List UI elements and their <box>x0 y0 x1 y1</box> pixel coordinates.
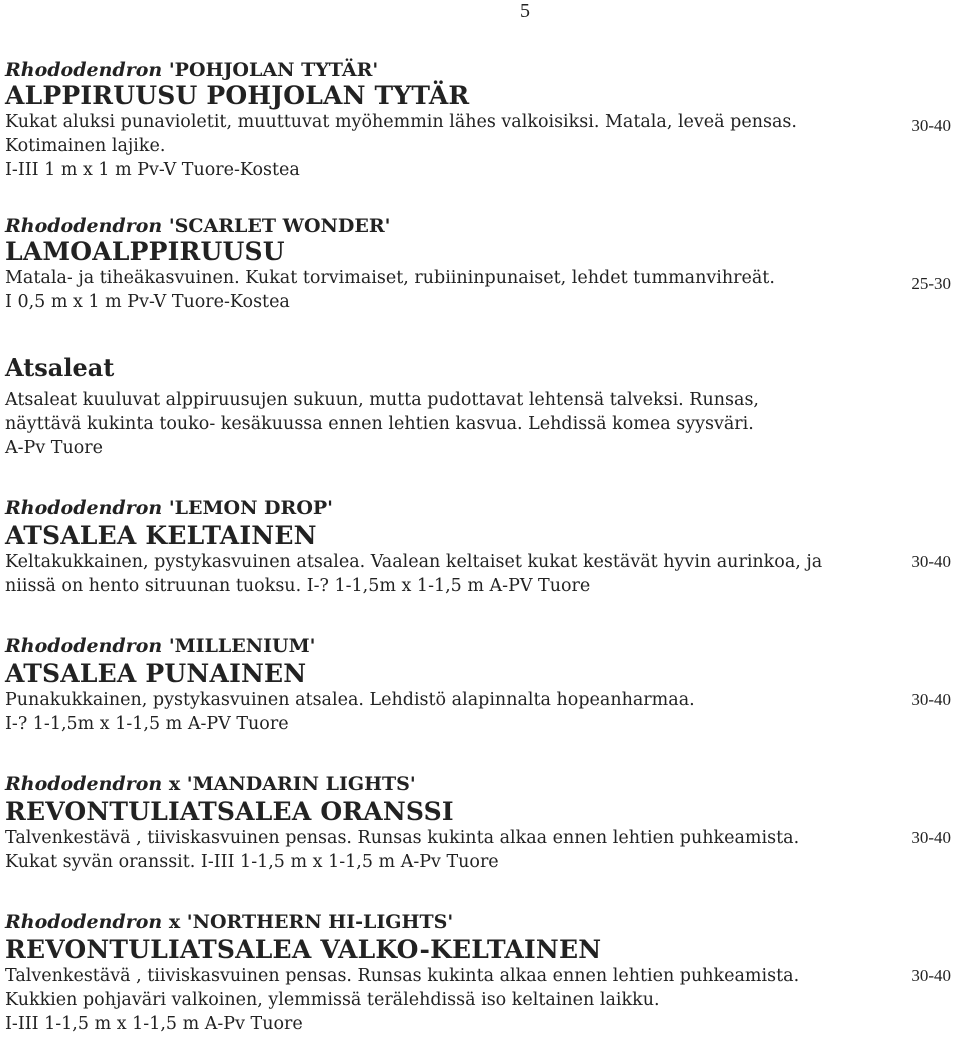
genus-name: Rhododendron <box>5 773 163 795</box>
description-line: I-? 1-1,5m x 1-1,5 m A-PV Tuore <box>5 714 289 734</box>
description-line: Kotimainen lajike. <box>5 136 166 156</box>
section-description <box>5 388 885 460</box>
cultivar-name: x 'MANDARIN LIGHTS' <box>162 773 416 795</box>
description-line: Talvenkestävä , tiiviskasvuinen pensas. Runsas kukinta alkaa ennen lehtien puhkeamista. <box>5 828 800 848</box>
description-line: Punakukkainen, pystykasvuinen atsalea. Lehdistö alapinnalta hopeanharmaa. <box>5 690 695 710</box>
cultivar-name: 'POHJOLAN TYTÄR' <box>162 59 379 81</box>
description-line: Keltakukkainen, pystykasvuinen atsalea. Vaalean keltaiset kukat kestävät hyvin aurinkoa, ja <box>5 552 823 572</box>
genus-name: Rhododendron <box>5 59 163 81</box>
plant-common-name: REVONTULIATSALEA ORANSSI <box>5 797 454 826</box>
description-line: niissä on hento sitruunan tuoksu. I-? 1-1,5m x 1-1,5 m A-PV Tuore <box>5 576 591 596</box>
plant-common-name: ATSALEA KELTAINEN <box>5 521 317 550</box>
cultivar-name: 'MILLENIUM' <box>162 635 316 657</box>
description-line: Kukat aluksi punavioletit, muuttuvat myöhemmin lähes valkoisiksi. Matala, leveä pensas. <box>5 112 797 132</box>
price: 25-30 <box>911 274 951 293</box>
page-number: 5 <box>520 0 530 22</box>
plant-botanical-name <box>5 634 955 658</box>
plant-common-name: LAMOALPPIRUUSU <box>5 237 285 266</box>
plant-entry <box>5 772 955 874</box>
description-line: näyttävä kukinta touko- kesäkuussa ennen lehtien kasvua. Lehdissä komea syysväri. <box>5 414 754 434</box>
description-line: Atsaleat kuuluvat alppiruusujen sukuun, mutta pudottavat lehtensä talveksi. Runsas, <box>5 390 759 410</box>
description-line: I 0,5 m x 1 m Pv-V Tuore-Kostea <box>5 292 290 312</box>
genus-name: Rhododendron <box>5 911 163 933</box>
plant-description <box>5 964 885 1036</box>
cultivar-name: 'SCARLET WONDER' <box>162 215 391 237</box>
description-line: I-III 1 m x 1 m Pv-V Tuore-Kostea <box>5 160 300 180</box>
plant-description <box>5 550 885 598</box>
plant-common-name: ALPPIRUUSU POHJOLAN TYTÄR <box>5 81 470 110</box>
plant-description <box>5 266 885 314</box>
price: 30-40 <box>911 966 951 985</box>
plant-botanical-name <box>5 58 955 82</box>
genus-name: Rhododendron <box>5 215 163 237</box>
price: 30-40 <box>911 116 951 135</box>
description-line: Kukat syvän oranssit. I-III 1-1,5 m x 1-1,5 m A-Pv Tuore <box>5 852 499 872</box>
plant-entry <box>5 496 955 598</box>
plant-common-name: ATSALEA PUNAINEN <box>5 659 307 688</box>
price: 30-40 <box>911 690 951 709</box>
genus-name: Rhododendron <box>5 635 163 657</box>
plant-entry <box>5 58 955 182</box>
price: 30-40 <box>911 828 951 847</box>
description-line: Talvenkestävä , tiiviskasvuinen pensas. Runsas kukinta alkaa ennen lehtien puhkeamista. <box>5 966 800 986</box>
plant-entry <box>5 634 955 736</box>
description-line: I-III 1-1,5 m x 1-1,5 m A-Pv Tuore <box>5 1014 303 1034</box>
cultivar-name: 'LEMON DROP' <box>162 497 333 519</box>
plant-botanical-name <box>5 214 955 238</box>
section-title: Atsaleat <box>5 353 115 382</box>
plant-botanical-name <box>5 496 955 520</box>
plant-entry <box>5 910 955 1036</box>
plant-entry <box>5 214 955 314</box>
plant-common-name: REVONTULIATSALEA VALKO-KELTAINEN <box>5 935 602 964</box>
plant-botanical-name <box>5 910 955 934</box>
cultivar-name: x 'NORTHERN HI-LIGHTS' <box>162 911 454 933</box>
plant-description <box>5 110 885 182</box>
section-atsaleat <box>5 354 955 460</box>
description-line: A-Pv Tuore <box>5 438 103 458</box>
description-line: Matala- ja tiheäkasvuinen. Kukat torvimaiset, rubiininpunaiset, lehdet tummanvihreät. <box>5 268 775 288</box>
description-line: Kukkien pohjaväri valkoinen, ylemmissä terälehdissä iso keltainen laikku. <box>5 990 660 1010</box>
plant-description <box>5 826 885 874</box>
plant-description <box>5 688 885 736</box>
genus-name: Rhododendron <box>5 497 163 519</box>
price: 30-40 <box>911 552 951 571</box>
plant-botanical-name <box>5 772 955 796</box>
